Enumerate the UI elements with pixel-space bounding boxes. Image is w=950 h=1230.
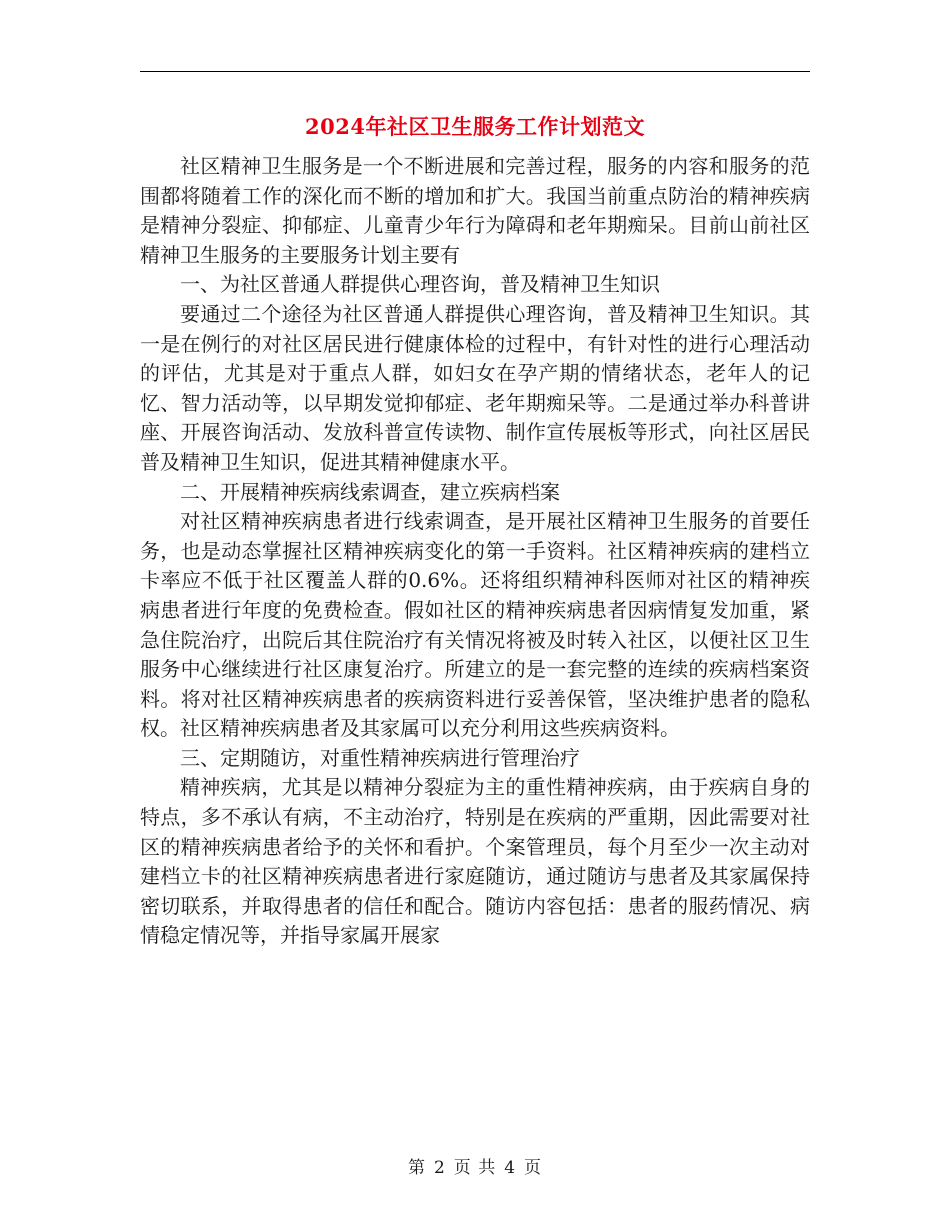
section-paragraph-1: 要通过二个途径为社区普通人群提供心理咨询，普及精神卫生知识。其一是在例行的对社区居民进行健康体检的过程中，有针对性的进行心理活动的评估，尤其是对于重点人群，如妇女在孕产期的情绪状态，老年人的记忆、智力活动等，以早期发觉抑郁症、老年期痴呆等。二是通过举办科普讲座、开展咨询活动、发放科普宣传读物、制作宣传展板等形式，向社区居民普及精神卫生知识，促进其精神健康水平。: [140, 301, 810, 474]
page-footer: [0, 1153, 950, 1178]
footer-prefix: 第: [407, 1158, 426, 1178]
footer-total-pages: 4: [504, 1158, 517, 1178]
document-body: [140, 152, 810, 951]
section-heading-1: 一、为社区普通人群提供心理咨询，普及精神卫生知识: [180, 272, 660, 297]
footer-suffix: 页: [524, 1158, 543, 1178]
section-heading-2: 二、开展精神疾病线索调查，建立疾病档案: [180, 479, 560, 504]
footer-middle: 页 共: [453, 1158, 497, 1178]
section-paragraph-2: 对社区精神疾病患者进行线索调查，是开展社区精神卫生服务的首要任务，也是动态掌握社区精神疾病变化的第一手资料。社区精神疾病的建档立卡率应不低于社区覆盖人群的0.6%。还将组织精神科医师对社区的精神疾病患者进行年度的免费检查。假如社区的精神疾病患者因病情复发加重，紧急住院治疗，出院后其住院治疗有关情况将被及时转入社区，以便社区卫生服务中心继续进行社区康复治疗。所建立的是一套完整的连续的疾病档案资料。将对社区精神疾病患者的疾病资料进行妥善保管，坚决维护患者的隐私权。社区精神疾病患者及其家属可以充分利用这些疾病资料。: [140, 509, 810, 741]
footer-current-page: 2: [433, 1158, 446, 1178]
header-rule: [140, 71, 810, 72]
intro-paragraph: 社区精神卫生服务是一个不断进展和完善过程，服务的内容和服务的范围都将随着工作的深化而不断的增加和扩大。我国当前重点防治的精神疾病是精神分裂症、抑郁症、儿童青少年行为障碍和老年期痴呆。目前山前社区精神卫生服务的主要服务计划主要有: [140, 154, 810, 267]
section-paragraph-3: 精神疾病，尤其是以精神分裂症为主的重性精神疾病，由于疾病自身的特点，多不承认有病，不主动治疗，特别是在疾病的严重期，因此需要对社区的精神疾病患者给予的关怀和看护。个案管理员，每个月至少一次主动对建档立卡的社区精神疾病患者进行家庭随访，通过随访与患者及其家属保持密切联系，并取得患者的信任和配合。随访内容包括：患者的服药情况、病情稳定情况等，并指导家属开展家: [140, 775, 810, 948]
section-heading-3: 三、定期随访，对重性精神疾病进行管理治疗: [180, 745, 580, 770]
document-title: 2024年社区卫生服务工作计划范文: [305, 114, 645, 139]
